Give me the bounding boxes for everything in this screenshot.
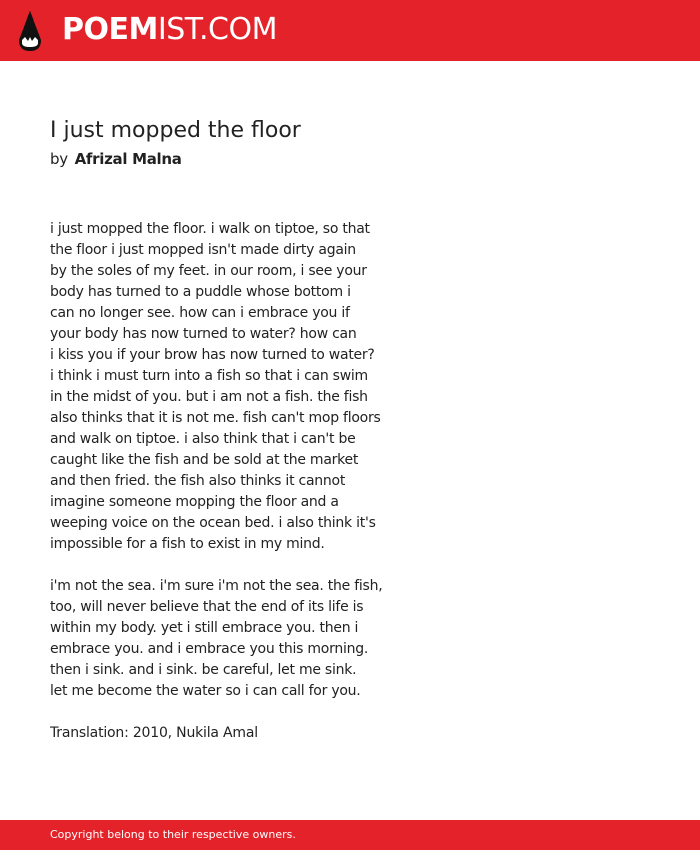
poem-line: i think i must turn into a fish so that i can swim [50, 368, 368, 384]
poem-line: let me become the water so i can call for you. [50, 683, 361, 699]
poem-line: impossible for a fish to exist in my mind. [50, 536, 325, 552]
poem-line: and walk on tiptoe. i also think that i can't be [50, 431, 356, 447]
poem-line: body has turned to a puddle whose bottom i [50, 284, 351, 300]
poem-line: within my body. yet i still embrace you. then i [50, 620, 359, 636]
logo-bold-part: POEM [62, 12, 158, 47]
poem-title: I just mopped the floor [50, 118, 301, 143]
poem-line: caught like the fish and be sold at the market [50, 452, 359, 468]
poem-line: i'm not the sea. i'm sure i'm not the sea. the fish, [50, 578, 383, 594]
poem-line: and then fried. the fish also thinks it cannot [50, 473, 346, 489]
copyright-notice: Copyright belong to their respective owners. [50, 828, 296, 841]
poem-line: your body has now turned to water? how can [50, 326, 357, 342]
translation-credit: Translation: 2010, Nukila Amal [50, 725, 258, 741]
poem-line: weeping voice on the ocean bed. i also think it's [50, 515, 376, 531]
poem-line: can no longer see. how can i embrace you if [50, 305, 350, 321]
poem-line: then i sink. and i sink. be careful, let me sink. [50, 662, 357, 678]
site-header [0, 0, 700, 61]
poem-line: embrace you. and i embrace you this morning. [50, 641, 369, 657]
poem-line: also thinks that it is not me. fish can't mop floors [50, 410, 381, 426]
poem-line: in the midst of you. but i am not a fish. the fish [50, 389, 368, 405]
poem-line: i just mopped the floor. i walk on tiptoe, so that [50, 221, 370, 237]
poem-body [50, 219, 450, 744]
byline-prefix: by [50, 150, 68, 168]
poem-line: imagine someone mopping the floor and a [50, 494, 339, 510]
poem-line: by the soles of my feet. in our room, i see your [50, 263, 367, 279]
poem-line: the floor i just mopped isn't made dirty again [50, 242, 356, 258]
logo-light-part: IST.COM [157, 12, 277, 47]
poem-line: i kiss you if your brow has now turned to water? [50, 347, 375, 363]
site-logo[interactable] [62, 12, 277, 48]
site-footer [0, 820, 700, 850]
stanza [50, 219, 450, 555]
stanza [50, 576, 450, 702]
poem-line: too, will never believe that the end of its life is [50, 599, 364, 615]
pencil-tip-icon[interactable] [16, 10, 44, 52]
poem-byline [50, 149, 182, 169]
author-name[interactable]: Afrizal Malna [74, 150, 182, 168]
